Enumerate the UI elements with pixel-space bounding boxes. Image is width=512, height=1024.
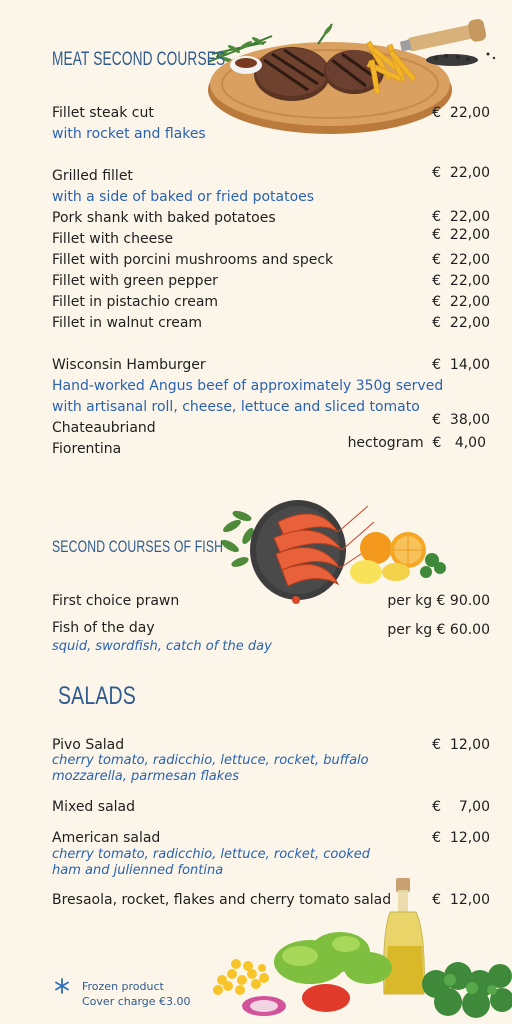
- menu-item-name: Fiorentina: [52, 441, 122, 457]
- menu-item-price: € 22,00: [432, 105, 490, 121]
- menu-item-name: Fillet steak cut: [52, 105, 154, 121]
- menu-item-name: First choice prawn: [52, 593, 180, 609]
- menu-item-description: with rocket and flakes: [52, 126, 206, 142]
- menu-item-price: per kg € 60.00: [387, 622, 490, 638]
- menu-item-name: Fillet in walnut cream: [52, 315, 203, 331]
- snowflake-icon: [54, 978, 70, 994]
- salad-vegetables-image: [200, 876, 512, 1024]
- menu-item-name: American salad: [52, 830, 161, 846]
- menu-item-description: with a side of baked or fried potatoes: [52, 189, 315, 205]
- menu-item-price: € 22,00: [432, 209, 490, 225]
- menu-item-price: per kg € 90.00: [387, 593, 490, 609]
- menu-item-price: € 12,00: [432, 892, 490, 908]
- menu-item-description: with artisanal roll, cheese, lettuce and sliced tomato: [52, 399, 420, 415]
- menu-item-price: € 38,00: [432, 412, 490, 428]
- menu-item-price: € 14,00: [432, 357, 490, 373]
- menu-item-price: € 22,00: [432, 252, 490, 268]
- menu-item-price: € 12,00: [432, 737, 490, 753]
- menu-item-name: Fish of the day: [52, 620, 155, 636]
- menu-item-name: Chateaubriand: [52, 420, 156, 436]
- menu-item-name: Pork shank with baked potatoes: [52, 210, 276, 226]
- menu-item-name: Wisconsin Hamburger: [52, 357, 206, 373]
- menu-item-name: Grilled fillet: [52, 168, 133, 184]
- steak-board-image: [200, 14, 500, 140]
- menu-item-name: Mixed salad: [52, 799, 136, 815]
- menu-item-name: Fillet with cheese: [52, 231, 174, 247]
- menu-item-description: cherry tomato, radicchio, lettuce, rocket, cooked ham and julienned fontina: [52, 847, 371, 878]
- menu-item-price: € 22,00: [432, 273, 490, 289]
- menu-item-price: hectogram € 4,00: [347, 435, 486, 451]
- menu-item-name: Bresaola, rocket, flakes and cherry tomato salad: [52, 892, 392, 908]
- salads-section-title: SALADS: [58, 682, 136, 710]
- menu-item-price: € 12,00: [432, 830, 490, 846]
- menu-item-description: cherry tomato, radicchio, lettuce, rocket, buffalo mozzarella, parmesan flakes: [52, 753, 369, 784]
- menu-item-price: € 22,00: [432, 315, 490, 331]
- menu-item-price: € 7,00: [432, 799, 490, 815]
- menu-item-price: € 22,00: [432, 294, 490, 310]
- menu-item-description: Hand-worked Angus beef of approximately 350g served: [52, 378, 444, 394]
- frozen-product-note: Frozen product: [82, 980, 164, 993]
- menu-item-name: Fillet in pistachio cream: [52, 294, 219, 310]
- menu-item-name: Fillet with green pepper: [52, 273, 218, 289]
- menu-item-description: squid, swordfish, catch of the day: [52, 639, 272, 654]
- menu-item-price: € 22,00: [432, 227, 490, 243]
- menu-item-name: Fillet with porcini mushrooms and speck: [52, 252, 334, 268]
- cover-charge-note: Cover charge €3.00: [82, 995, 191, 1008]
- menu-item-price: € 22,00: [432, 165, 490, 181]
- fish-section-title: SECOND COURSES OF FISH: [52, 537, 224, 556]
- menu-item-name: Pivo Salad: [52, 737, 125, 753]
- meat-section-title: MEAT SECOND COURSES: [52, 49, 226, 70]
